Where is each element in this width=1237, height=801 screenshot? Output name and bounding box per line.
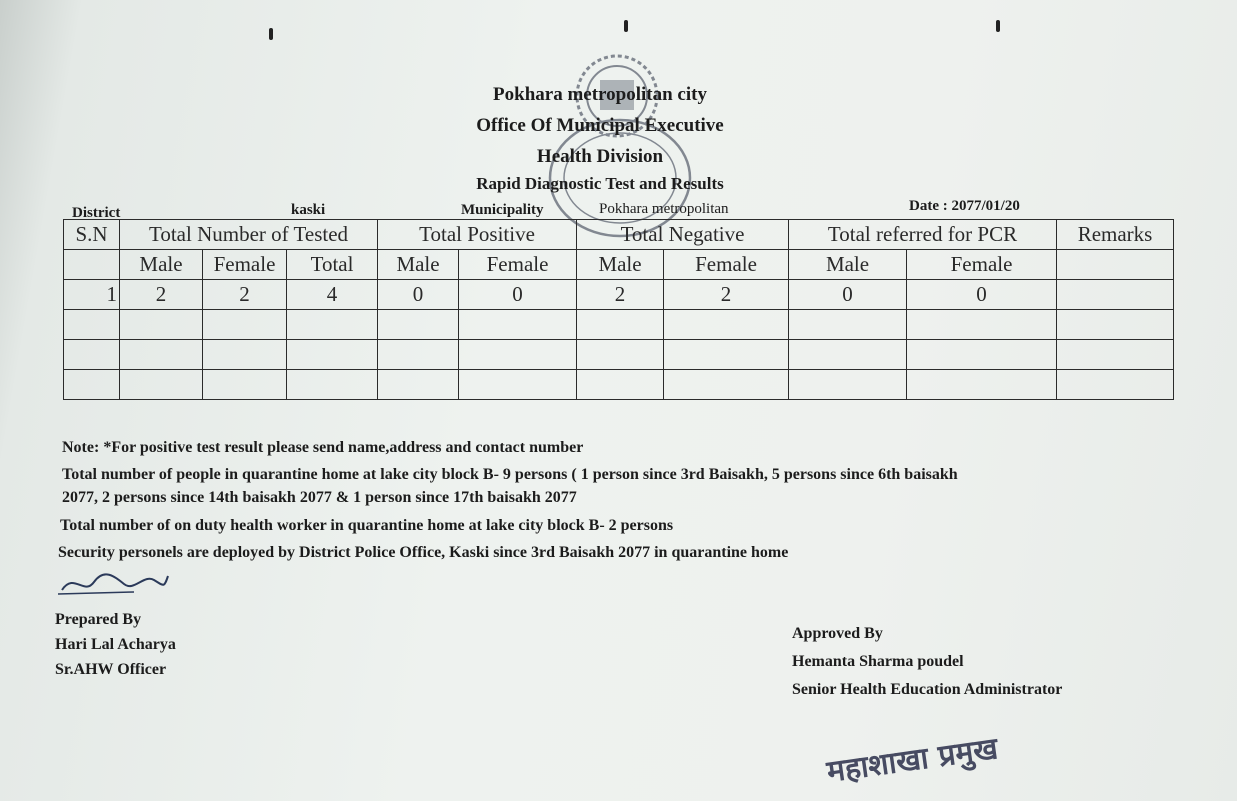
cell (907, 370, 1057, 400)
header-total-pcr: Total referred for PCR (789, 220, 1057, 250)
approved-by-block (792, 620, 1062, 704)
cell (664, 370, 789, 400)
cell (64, 370, 120, 400)
cell (459, 370, 577, 400)
cell-pcr-male: 0 (789, 280, 907, 310)
cell (287, 310, 378, 340)
municipality-value: Pokhara metropolitan (599, 201, 729, 217)
header-total-tested: Total Number of Tested (120, 220, 378, 250)
cell-positive-female: 0 (459, 280, 577, 310)
cell-remarks (1057, 280, 1174, 310)
cell (378, 340, 459, 370)
cell (907, 340, 1057, 370)
test-results-table (63, 219, 1174, 400)
table-row-empty (64, 310, 1174, 340)
cell (577, 340, 664, 370)
cell (287, 370, 378, 400)
table-sub-header-row (64, 250, 1174, 280)
cell (378, 370, 459, 400)
cell (907, 310, 1057, 340)
table-row-empty (64, 370, 1174, 400)
cell-sn: 1 (64, 280, 120, 310)
cell-tested-total: 4 (287, 280, 378, 310)
sub-header: Female (459, 250, 577, 280)
cell (459, 310, 577, 340)
table-row-empty (64, 340, 1174, 370)
cell-negative-female: 2 (664, 280, 789, 310)
sub-header: Female (664, 250, 789, 280)
cell (1057, 370, 1174, 400)
municipality-label: Municipality (461, 202, 544, 218)
approved-by-label: Approved By (792, 625, 883, 642)
cell (120, 340, 203, 370)
sub-header-empty (64, 250, 120, 280)
cell-tested-male: 2 (120, 280, 203, 310)
prepared-by-name: Hari Lal Acharya (55, 636, 176, 653)
header-remarks: Remarks (1057, 220, 1174, 250)
cell (1057, 310, 1174, 340)
cell (120, 370, 203, 400)
note-line-2: Total number of people in quarantine home at lake city block B- 9 persons ( 1 person since 3rd Baisakh, 5 persons since 6th baisakh (62, 466, 958, 483)
cell (203, 310, 287, 340)
sub-header: Male (789, 250, 907, 280)
cell-positive-male: 0 (378, 280, 459, 310)
cell (203, 370, 287, 400)
sub-header: Male (378, 250, 459, 280)
cell (1057, 340, 1174, 370)
cell (664, 340, 789, 370)
cell (789, 340, 907, 370)
approved-by-name: Hemanta Sharma poudel (792, 653, 964, 670)
note-line-3: 2077, 2 persons since 14th baisakh 2077 & 1 person since 17th baisakh 2077 (62, 489, 577, 506)
cell-negative-male: 2 (577, 280, 664, 310)
cell (287, 340, 378, 370)
header-total-positive: Total Positive (378, 220, 577, 250)
paper-mark (269, 28, 273, 40)
header-division: Health Division (536, 146, 664, 167)
sub-header-empty (1057, 250, 1174, 280)
table-group-header-row (64, 220, 1174, 250)
header-office: Office Of Municipal Executive (476, 115, 724, 136)
cell (378, 310, 459, 340)
note-line-1: Note: *For positive test result please send name,address and contact number (62, 439, 584, 456)
cell (120, 310, 203, 340)
cell (664, 310, 789, 340)
approved-by-title: Senior Health Education Administrator (792, 681, 1063, 698)
header-sn: S.N (64, 220, 120, 250)
prepared-by-label: Prepared By (55, 611, 142, 628)
district-value: kaski (291, 202, 326, 218)
cell (64, 310, 120, 340)
table-row (64, 280, 1174, 310)
prepared-by-block (55, 607, 176, 682)
cell-tested-female: 2 (203, 280, 287, 310)
cell (577, 310, 664, 340)
sub-header: Female (203, 250, 287, 280)
prepared-by-title: Sr.AHW Officer (55, 661, 167, 678)
cell (203, 340, 287, 370)
signature-icon (54, 566, 174, 600)
district-label: District (72, 205, 121, 221)
cell (64, 340, 120, 370)
note-line-4: Total number of on duty health worker in quarantine home at lake city block B- 2 persons (60, 517, 674, 534)
header-total-negative: Total Negative (577, 220, 789, 250)
sub-header: Male (120, 250, 203, 280)
header-report-title: Rapid Diagnostic Test and Results (476, 174, 724, 193)
cell (459, 340, 577, 370)
cell (577, 370, 664, 400)
header-city: Pokhara metropolitan city (493, 84, 707, 105)
paper-mark (996, 20, 1000, 32)
paper-mark (624, 20, 628, 32)
report-date: Date : 2077/01/20 (909, 198, 1020, 214)
cell (789, 370, 907, 400)
cell-pcr-female: 0 (907, 280, 1057, 310)
sub-header: Female (907, 250, 1057, 280)
sub-header: Total (287, 250, 378, 280)
sub-header: Male (577, 250, 664, 280)
note-line-5: Security personels are deployed by District Police Office, Kaski since 3rd Baisakh 2077 in quarantine home (58, 544, 789, 561)
cell (789, 310, 907, 340)
division-head-stamp: महाशाखा प्रमुख (824, 731, 1001, 790)
